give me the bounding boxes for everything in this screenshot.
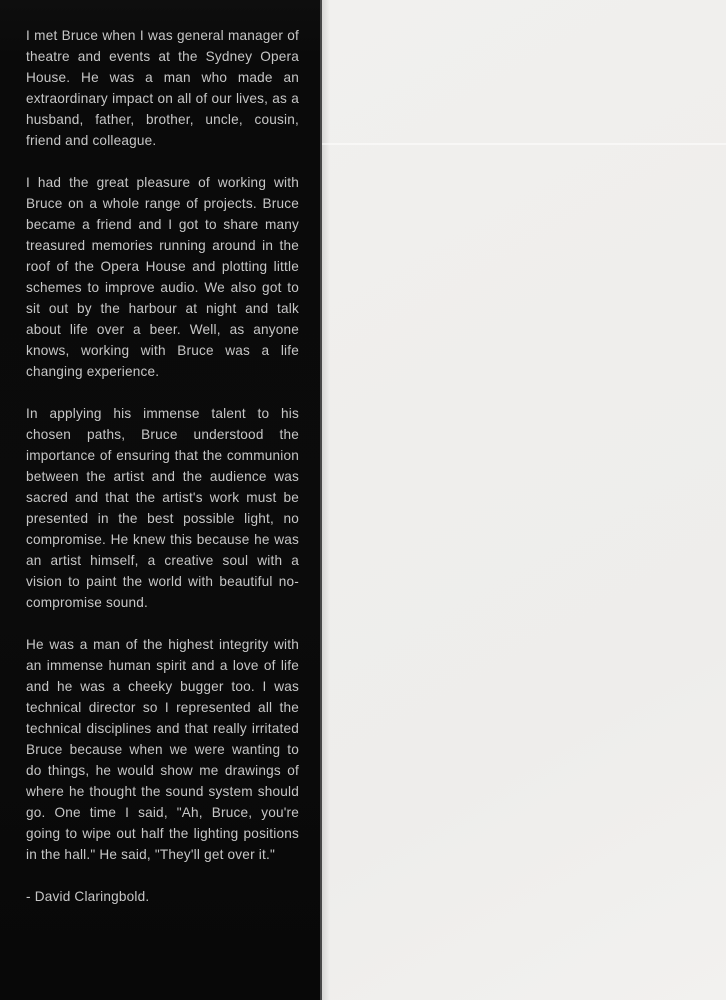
tribute-signature: - David Claringbold. — [26, 889, 150, 904]
tribute-panel — [0, 0, 322, 1000]
blank-facing-page — [322, 0, 726, 1000]
tribute-paragraph-3: In applying his immense talent to his chosen paths, Bruce understood the importance of ensuring that the communion between the artist and the audience was sacred and that the artist's work must be presented in the best possible light, no compromise. He knew this because he was an artist himself, a creative soul with a vision to paint the world with beautiful no-compromise sound. — [26, 406, 299, 610]
tribute-paragraph-2: I had the great pleasure of working with Bruce on a whole range of projects. Bruce became a friend and I got to share many treasured memories running around in the roof of the Opera House and plotting little schemes to improve audio. We also got to sit out by the harbour at night and talk about life over a beer. Well, as anyone knows, working with Bruce was a life changing experience. — [26, 175, 299, 379]
page-gutter-shadow — [322, 0, 330, 1000]
tribute-paragraph-1: I met Bruce when I was general manager of theatre and events at the Sydney Opera House. He was a man who made an extraordinary impact on all of our lives, as a husband, father, brother, uncle, cousin, friend and colleague. — [26, 28, 299, 148]
paper-crease — [322, 143, 726, 145]
tribute-paragraph-4: He was a man of the highest integrity with an immense human spirit and a love of life and he was a cheeky bugger too. I was technical director so I represented all the technical disciplines and that really irritated Bruce because when we were wanting to do things, he would show me drawings of where he thought the sound system should go. One time I said, "Ah, Bruce, you're going to wipe out half the lighting positions in the hall." He said, "They'll get over it." — [26, 637, 299, 862]
